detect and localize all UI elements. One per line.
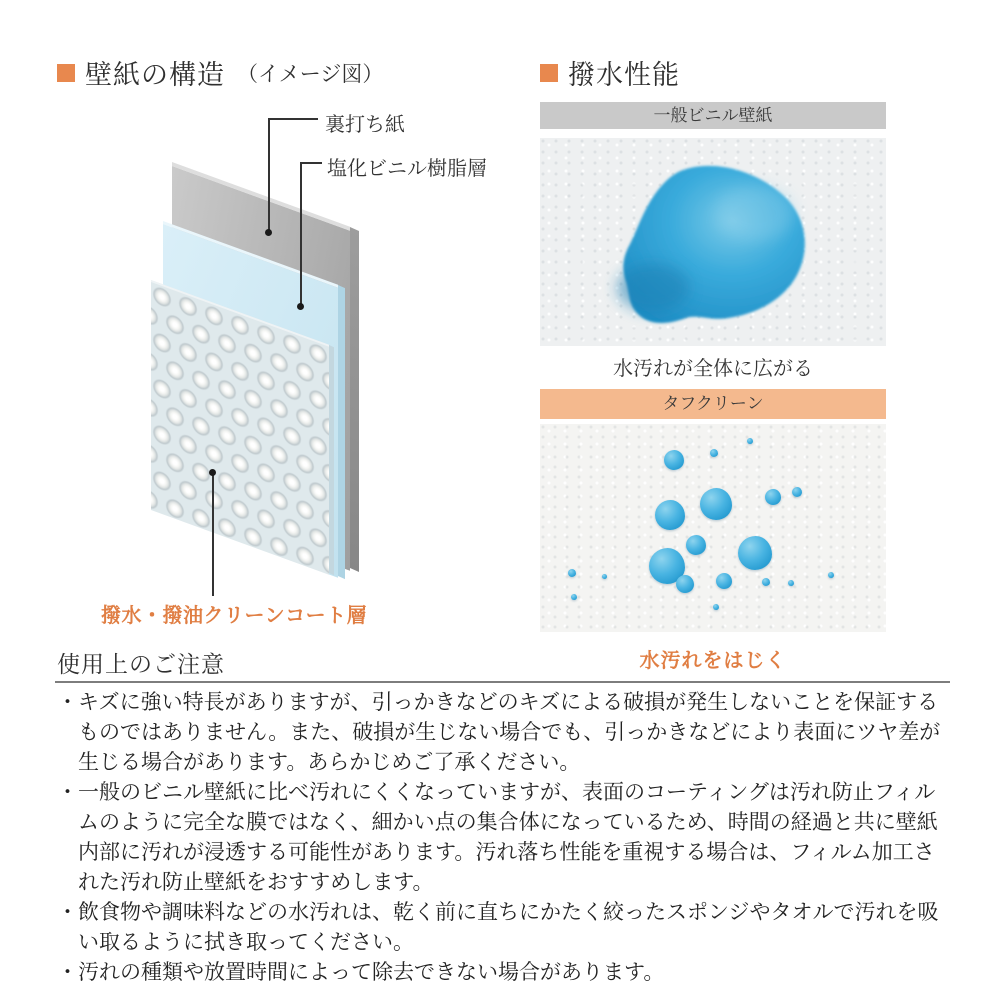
toughclean-caption: 水汚れをはじく (639, 650, 787, 672)
note-item: ・飲食物や調味料などの水汚れは、乾く前に直ちにかたく絞ったスポンジやタオルで汚れを吸い取るように拭き取ってください。 (57, 901, 939, 954)
water-droplet (788, 580, 794, 586)
leader-dot (265, 229, 272, 236)
water-droplet (828, 572, 834, 578)
water-droplet (716, 573, 732, 589)
orange-square-bullet-icon (540, 64, 558, 82)
water-droplet (762, 578, 770, 586)
leader-line (300, 162, 322, 164)
water-droplet (792, 487, 802, 497)
water-droplet (602, 574, 607, 579)
leader-line (212, 473, 214, 596)
water-droplet (655, 500, 685, 530)
leader-dot (209, 469, 216, 476)
notes-title: 使用上のご注意 (57, 651, 225, 677)
note-item: ・一般のビニル壁紙に比べ汚れにくくなっていますが、表面のコーティングは汚れ防止フィルムのように完全な膜ではなく、細かい点の集合体になっているため、時間の経過と共に壁紙内部に汚れが浸透する可能性があります。汚れ落ち性能を重視する場合は、フィルム加工された汚れ防止壁紙をおすすめします。 (57, 781, 938, 894)
water-droplet (686, 535, 706, 555)
notes-divider (55, 681, 950, 683)
water-droplet (700, 488, 732, 520)
leader-line (268, 118, 270, 230)
vinyl-resin-label: 塩化ビニル樹脂層 (327, 158, 487, 180)
backing-paper-layer-side (350, 227, 359, 572)
performance-section-header (540, 53, 680, 92)
structure-section-header (57, 53, 383, 92)
water-spread-blob (540, 138, 886, 346)
leader-dot (297, 303, 304, 310)
clean-coat-label: 撥水・撥油クリーンコート層 (101, 605, 368, 627)
general-vinyl-photo (540, 138, 886, 346)
leader-line (268, 118, 318, 120)
water-droplet (676, 575, 694, 593)
water-droplet (568, 569, 576, 577)
water-droplet (571, 594, 577, 600)
toughclean-photo (540, 424, 886, 632)
note-item: ・汚れの種類や放置時間によって除去できない場合があります。 (57, 961, 665, 984)
water-droplet (713, 604, 719, 610)
water-droplet (738, 536, 772, 570)
structure-title-note: （イメージ図） (237, 62, 384, 86)
performance-title: 撥水性能 (568, 60, 680, 90)
orange-square-bullet-icon (57, 64, 75, 82)
note-item: ・キズに強い特長がありますが、引っかきなどのキズによる破損が発生しないことを保証するものではありません。また、破損が生じない場合でも、引っかきなどにより表面にツヤ差が生じる場合があります。あらかじめご了承ください。 (57, 691, 941, 774)
water-droplet (664, 450, 684, 470)
water-droplet (710, 449, 718, 457)
structure-title: 壁紙の構造 (85, 60, 225, 90)
notes-list (57, 688, 954, 988)
toughclean-header-bar: タフクリーン (540, 389, 886, 419)
general-vinyl-header-bar: 一般ビニル壁紙 (540, 102, 886, 129)
water-droplet (747, 438, 753, 444)
backing-paper-label: 裏打ち紙 (325, 114, 405, 136)
water-droplet (765, 489, 781, 505)
vinyl-resin-layer-side (338, 285, 345, 579)
leader-line (300, 162, 302, 305)
general-vinyl-caption: 水汚れが全体に広がる (613, 358, 813, 380)
clean-coat-layer-side (329, 345, 334, 575)
